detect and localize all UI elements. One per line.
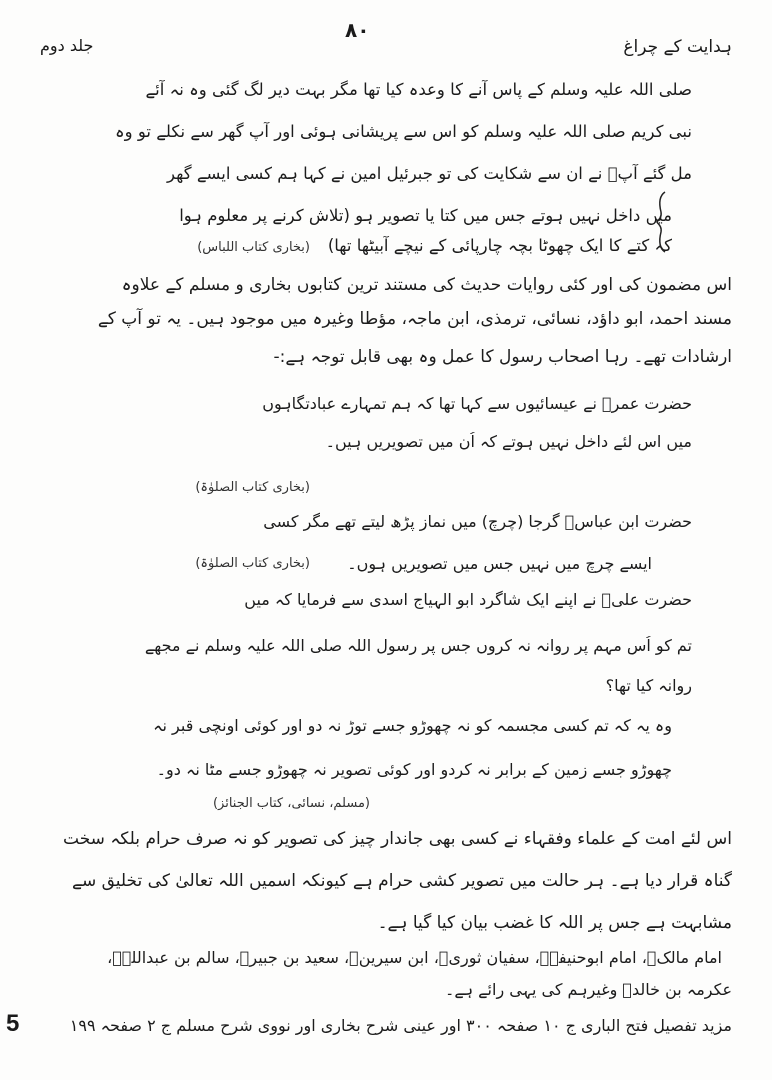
text-line: مسند احمد، ابو داؤد، نسائی، ترمذی، ابن ماجہ، مؤطا وغیرہ میں موجود ہیں۔ یہ تو آپ کے (97, 309, 732, 329)
text-line: ارشادات تھے۔ رہا اصحاب رسول کا عمل وہ بھی قابل توجہ ہے:- (273, 347, 732, 367)
text-line: اس مضمون کی اور کئی روایات حدیث کی مستند ترین کتابوں بخاری و مسلم کے علاوہ (121, 275, 732, 295)
text-line: عکرمہ بن خالدؒ وغیرہم کی یہی رائے ہے۔ (444, 980, 732, 999)
text-line: ایسے چرچ میں نہیں جس میں تصویریں ہوں۔ (347, 554, 652, 573)
text-line: نبی کریم صلی اللہ علیہ وسلم کو اس سے پریشانی ہوئی اور آپ گھر سے نکلے تو وہ (115, 122, 692, 141)
text-line: مشابہت ہے جس پر اللہ کا غضب بیان کیا گیا ہے۔ (377, 913, 732, 933)
citation: (مسلم، نسائی، کتاب الجنائز) (212, 796, 370, 811)
text-line: حضرت عمرؓ نے عیسائیوں سے کہا تھا کہ ہم تمہارے عبادتگاہوں (262, 394, 692, 413)
text-line: مزید تفصیل فتح الباری ج ۱۰ صفحہ ۳۰۰ اور عینی شرح بخاری اور نووی شرح مسلم ج ۲ صفحہ ۱۹۹ (69, 1016, 732, 1035)
text-line: میں اس لئے داخل نہیں ہوتے کہ اُن میں تصویریں ہیں۔ (325, 432, 692, 451)
page-number-urdu: ۸۰ (345, 18, 370, 42)
text-line: روانہ کیا تھا؟ (605, 676, 692, 695)
margin-brace-mark (655, 190, 669, 254)
citation: (بخاری کتاب اللباس) (197, 240, 310, 255)
text-line: اس لئے امت کے علماء وفقہاء نے کسی بھی جاندار چیز کی تصویر کو نہ صرف حرام بلکہ سخت (63, 829, 732, 849)
text-line: گناہ قرار دیا ہے۔ ہر حالت میں تصویر کشی حرام ہے کیونکہ اسمیں اللہ تعالیٰ کی تخلیق سے (72, 871, 732, 891)
text-line: تم کو اُس مہم پر روانہ نہ کروں جس پر رسول اللہ صلی اللہ علیہ وسلم نے مجھے (144, 636, 692, 655)
text-line: صلی اللہ علیہ وسلم کے پاس آنے کا وعدہ کیا تھا مگر بہت دیر لگ گئی وہ نہ آئے (145, 80, 692, 99)
page-number: 5 (6, 1010, 20, 1037)
text-line: امام مالکؒ، امام ابوحنیفہؒ، سفیان ثوریؒ، ابن سیرینؒ، سعید بن جبیرؒ، سالم بن عبداللہؒ، (107, 948, 722, 967)
page-header (0, 18, 772, 58)
text-line: وہ یہ کہ تم کسی مجسمہ کو نہ چھوڑو جسے توڑ نہ دو اور کوئی اونچی قبر نہ (153, 716, 672, 735)
citation: (بخاری کتاب الصلوٰۃ) (195, 556, 310, 571)
volume-label: جلد دوم (40, 36, 94, 55)
text-line: کہ کتے کا ایک چھوٹا بچہ چارپائی کے نیچے آبیٹھا تھا) (327, 236, 672, 255)
book-title: ہدایت کے چراغ (623, 37, 732, 57)
text-line: حضرت ابن عباسؓ گرجا (چرچ) میں نماز پڑھ لیتے تھے مگر کسی (263, 512, 692, 531)
text-line: میں داخل نہیں ہوتے جس میں کتا یا تصویر ہو (تلاش کرنے پر معلوم ہوا (179, 206, 672, 225)
text-line: چھوڑو جسے زمین کے برابر نہ کردو اور کوئی تصویر نہ چھوڑو جسے مٹا نہ دو۔ (156, 760, 672, 779)
text-line: حضرت علیؓ نے اپنے ایک شاگرد ابو الہیاج اسدی سے فرمایا کہ میں (244, 590, 692, 609)
text-line: مل گئے آپؐ نے ان سے شکایت کی تو جبرئیل امین نے کہا ہم کسی ایسے گھر (167, 164, 692, 183)
citation: (بخاری کتاب الصلوٰۃ) (195, 480, 310, 495)
